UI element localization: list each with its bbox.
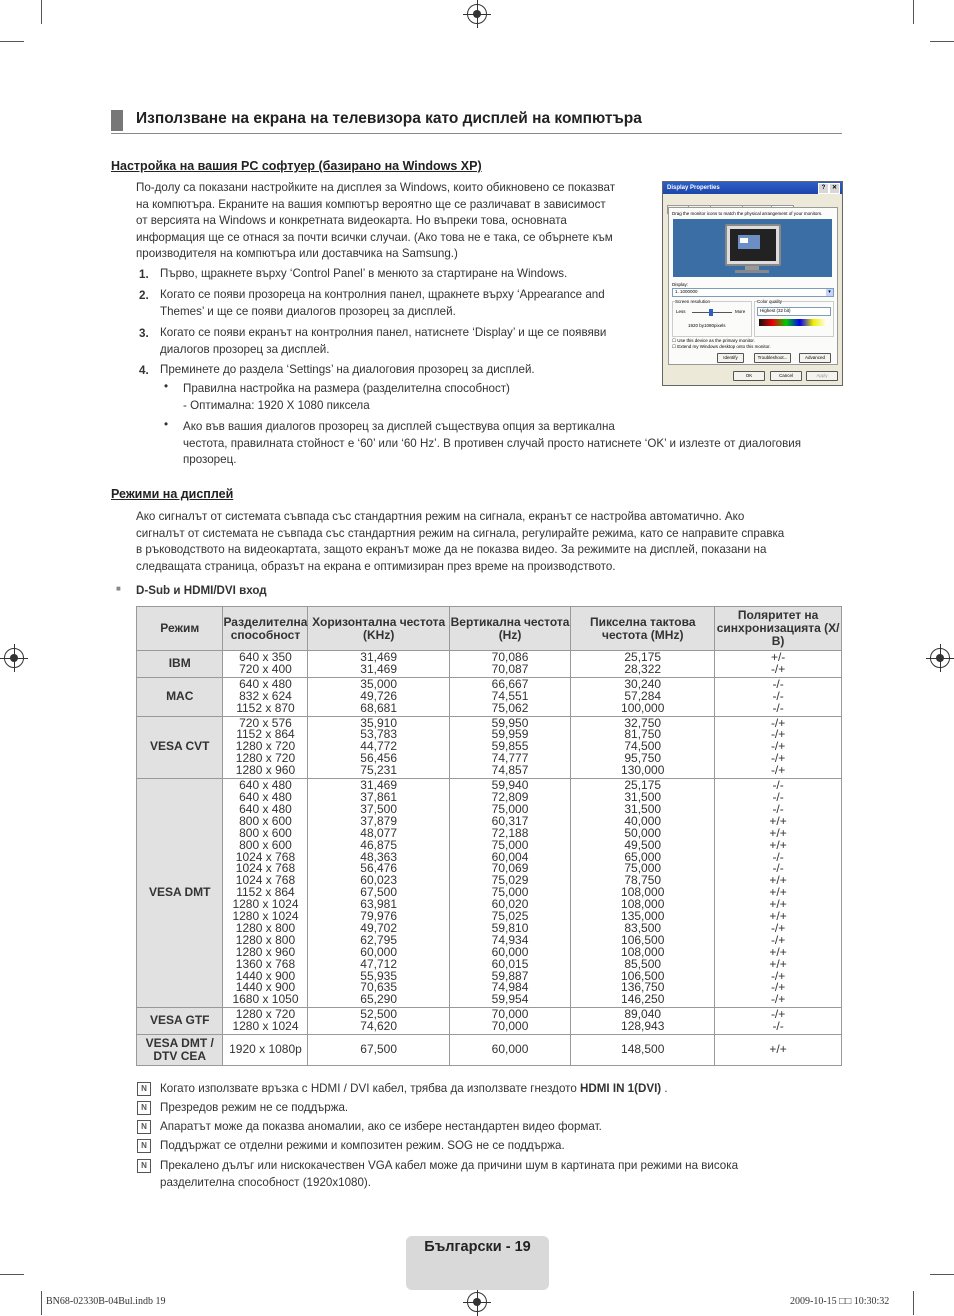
vertical-frequency-cell: [449, 716, 570, 779]
cell-value: 1440 x 900: [235, 980, 296, 995]
cell-value: 37,879: [360, 813, 397, 828]
troubleshoot-button[interactable]: Troubleshoot...: [754, 353, 791, 363]
cell-value: +/+: [769, 1042, 787, 1057]
cell-value: 75,231: [360, 763, 397, 778]
sync-polarity-cell: [715, 1008, 842, 1035]
cell-value: 75,000: [491, 885, 529, 900]
cell-value: 108,000: [621, 885, 665, 900]
bullet-text: Ако във вашия диалогов прозорец за дисплей съществува опция за вертикална честота, правилната стойност е ‘60’ или ‘60 Hz’. В противен случай просто натиснете ‘OK’ и излезте от диалоговия прозорец.: [183, 420, 802, 466]
cell-value: 60,000: [491, 1042, 529, 1057]
cell-value: 65,000: [624, 849, 662, 864]
cell-value: 1360 x 768: [235, 956, 296, 971]
cell-value: 1280 x 720: [235, 1007, 296, 1022]
page-number-tab: [406, 1236, 549, 1290]
intro-line: информация ще се отнася за почти всички случаи. (Ако това не е така, се обърнете към: [136, 230, 613, 244]
cell-value: -/+: [770, 763, 786, 778]
crop-mark: [930, 1274, 954, 1275]
cell-value: 81,750: [624, 727, 662, 742]
display-modes-table: [136, 606, 842, 1066]
cell-value: 136,750: [621, 980, 665, 995]
cell-value: -/-: [772, 861, 784, 876]
table-row: [137, 677, 842, 716]
cell-value: 85,500: [624, 956, 662, 971]
pixel-clock-cell: [571, 677, 715, 716]
dialog-titlebar: [663, 182, 842, 194]
cell-value: 640 x 480: [239, 801, 292, 816]
cell-value: 59,940: [491, 778, 529, 793]
display-properties-dialog: [662, 181, 843, 386]
horizontal-frequency-cell: [308, 716, 449, 779]
step-text: Когато се появи екранът на контролния панел, натиснете ‘Display’ и ще се появяви диалогов прозорец за дисплей.: [160, 326, 607, 356]
color-value: Highest (32 bit): [760, 308, 791, 313]
instruction-text: Drag the monitor icons to match the physical arrangement of your monitors.: [672, 211, 823, 216]
step-text: Когато се появи прозореца на контролния панел, щракнете върху ‘Appearance and Themes’ и ще се появи диалогов прозорец за дисплей.: [160, 288, 605, 318]
cell-value: 1280 x 800: [235, 932, 296, 947]
cell-value: 37,861: [360, 789, 397, 804]
intro-line: на компютъра. Екраните на вашия компютър вероятно ще се различават в зависимост: [136, 197, 606, 211]
mode-cell: VESA GTF: [137, 1008, 223, 1035]
cell-value: 83,500: [624, 920, 662, 935]
dialog-tabs: [667, 198, 793, 206]
cell-value: -/+: [770, 1007, 786, 1022]
cell-value: 28,322: [624, 661, 662, 676]
cell-value: 74,934: [491, 932, 529, 947]
display-modes-heading: Режими на дисплей: [111, 487, 234, 501]
cell-value: -/+: [770, 727, 786, 742]
cell-value: -/+: [770, 739, 786, 754]
cell-value: +/+: [769, 885, 787, 900]
monitor-area: [673, 219, 832, 277]
color-select[interactable]: [757, 307, 831, 316]
step-number: 3.: [139, 327, 149, 340]
bullet-marker: •: [164, 380, 169, 393]
note-icon: N: [137, 1082, 151, 1096]
cell-value: +/+: [769, 873, 787, 888]
registration-mark-icon: [930, 648, 950, 668]
dialog-title: Display Properties: [667, 185, 720, 191]
horizontal-frequency-cell: [308, 677, 449, 716]
cell-value: 49,726: [360, 688, 397, 703]
color-group: [754, 301, 834, 337]
step-number: 4.: [139, 364, 149, 377]
table-row: [137, 1035, 842, 1066]
resolution-cell: [223, 1035, 308, 1066]
cell-value: 68,681: [360, 700, 397, 715]
cell-value: 1280 x 720: [235, 751, 296, 766]
cell-value: 1280 x 960: [235, 763, 296, 778]
cell-value: 1024 x 768: [235, 849, 296, 864]
cell-value: 1280 x 1024: [232, 1019, 299, 1034]
cell-value: 720 x 400: [239, 661, 292, 676]
cell-value: 48,077: [360, 825, 397, 840]
cell-value: 35,910: [360, 715, 397, 730]
cell-value: 60,023: [360, 873, 397, 888]
resolution-cell: [223, 651, 308, 678]
pc-software-heading: Настройка на вашия PC софтуер (базирано на Windows XP): [111, 159, 482, 173]
cell-value: -/+: [770, 932, 786, 947]
cell-value: 31,469: [360, 661, 397, 676]
cell-value: 70,000: [491, 1019, 529, 1034]
cell-value: 57,284: [624, 688, 662, 703]
intro-line: сигналът от системата не съвпада със стандартния режим на сигнала, регулирайте режима, като се направите справка: [136, 526, 785, 540]
slider-handle[interactable]: [709, 309, 713, 316]
cell-value: 30,240: [624, 676, 662, 691]
cell-value: +/+: [769, 944, 787, 959]
pixel-clock-cell: [571, 1035, 715, 1066]
cell-value: 75,025: [491, 909, 529, 924]
resolution-cell: [223, 677, 308, 716]
cell-value: -/+: [770, 661, 786, 676]
mode-cell: VESA DMT / DTV CEA: [137, 1035, 223, 1066]
sync-polarity-cell: [715, 677, 842, 716]
resolution-cell: [223, 779, 308, 1008]
sync-polarity-cell: [715, 651, 842, 678]
intro-line: По-долу са показани настройките на дисплея за Windows, които обикновено се показват: [136, 181, 616, 194]
cell-value: 59,887: [491, 968, 529, 983]
cell-value: 89,040: [624, 1007, 662, 1022]
print-date: 2009-10-15 □□ 10:30:32: [790, 1296, 890, 1307]
cell-value: 60,000: [491, 944, 529, 959]
header-sync-polarity: Поляритет на синхронизацията (Х/В): [715, 607, 842, 651]
cell-value: 800 x 600: [239, 813, 292, 828]
cell-value: 60,004: [491, 849, 529, 864]
cell-value: 60,000: [360, 944, 397, 959]
cell-value: 1280 x 720: [235, 739, 296, 754]
note-text: Прекалено дълъг или нискокачествен VGA кабел може да причини шум в картината при режими на висока разделителна способност (1920x1080).: [160, 1159, 739, 1189]
chevron-down-icon[interactable]: ▾: [826, 289, 833, 296]
display-value: 1. 1000000: [675, 289, 698, 294]
input-label: D-Sub и HDMI/DVI вход: [136, 584, 267, 597]
cell-value: 72,188: [491, 825, 529, 840]
cell-value: 1280 x 1024: [232, 909, 299, 924]
registration-mark-icon: [467, 4, 487, 24]
cell-value: 74,984: [491, 980, 529, 995]
cell-value: 640 x 350: [239, 650, 292, 664]
horizontal-frequency-cell: [308, 779, 449, 1008]
cell-value: +/+: [769, 825, 787, 840]
cell-value: 59,959: [491, 727, 529, 742]
note-text: Апаратът може да показва аномалии, ако се избере нестандартен видео формат.: [160, 1120, 602, 1133]
resolution-cell: [223, 1008, 308, 1035]
cell-value: 1280 x 1024: [232, 897, 299, 912]
cell-value: 108,000: [621, 897, 665, 912]
cell-value: -/+: [770, 920, 786, 935]
cell-value: 75,000: [624, 861, 662, 876]
cell-value: 67,500: [360, 1042, 397, 1057]
step-number: 1.: [139, 268, 149, 281]
cell-value: 75,062: [491, 700, 529, 715]
cell-value: 74,551: [491, 688, 529, 703]
help-icon[interactable]: ?: [818, 183, 829, 194]
vertical-frequency-cell: [449, 779, 570, 1008]
cell-value: 49,702: [360, 920, 397, 935]
mode-cell: MAC: [137, 677, 223, 716]
cell-value: 146,250: [621, 992, 665, 1007]
cell-value: 60,015: [491, 956, 529, 971]
mode-cell: VESA DMT: [137, 779, 223, 1008]
cell-value: 108,000: [621, 944, 665, 959]
cell-value: -/-: [772, 849, 784, 864]
identify-button[interactable]: Identify: [717, 353, 744, 363]
color-label: Color quality: [757, 299, 783, 304]
cell-value: 78,750: [624, 873, 662, 888]
more-label: More: [735, 309, 746, 314]
header-resolution: Разделителна способност: [223, 607, 308, 651]
step-text: Преминете до раздела ‘Settings’ на диалоговия прозорец за дисплей.: [160, 363, 535, 376]
sync-polarity-cell: [715, 1035, 842, 1066]
vertical-frequency-cell: [449, 677, 570, 716]
note-icon: N: [137, 1120, 151, 1134]
header-vertical-frequency: Вертикална честота (Hz): [449, 607, 570, 651]
cell-value: 640 x 480: [239, 778, 292, 793]
cell-value: 72,809: [491, 789, 529, 804]
cell-value: 70,635: [360, 980, 397, 995]
cell-value: 106,500: [621, 968, 665, 983]
vertical-frequency-cell: [449, 1035, 570, 1066]
cell-value: 66,667: [491, 676, 529, 691]
crop-mark: [41, 1291, 42, 1315]
cell-value: 640 x 480: [239, 789, 292, 804]
header-pixel-clock: Пикселна тактова честота (MHz): [571, 607, 715, 651]
cell-value: 640 x 480: [239, 676, 292, 691]
cell-value: -/-: [772, 688, 784, 703]
cell-value: 1440 x 900: [235, 968, 296, 983]
cell-value: 65,290: [360, 992, 397, 1007]
horizontal-frequency-cell: [308, 651, 449, 678]
cancel-button[interactable]: Cancel: [770, 371, 802, 381]
monitor-icon[interactable]: [725, 224, 781, 266]
intro-line: производителя на компютъра или доставчика на Samsung.): [136, 247, 458, 260]
cell-value: +/+: [769, 909, 787, 924]
cell-value: 135,000: [621, 909, 665, 924]
cell-value: 70,069: [491, 861, 529, 876]
cell-value: 56,456: [360, 751, 397, 766]
color-bar: [759, 319, 827, 326]
cell-value: 1152 x 864: [236, 885, 295, 900]
title-marker: [111, 110, 123, 131]
cell-value: 50,000: [624, 825, 662, 840]
cell-value: 74,620: [360, 1019, 397, 1034]
cell-value: 60,317: [491, 813, 529, 828]
cell-value: 49,500: [624, 837, 662, 852]
resolution-cell: [223, 716, 308, 779]
cell-value: 1920 x 1080p: [229, 1042, 302, 1057]
table-header-row: [137, 607, 842, 651]
bullet-text: Правилна настройка на размера (разделителна способност) - Оптимална: 1920 X 1080 пиксела: [183, 382, 510, 412]
cell-value: 148,500: [621, 1042, 665, 1057]
cell-value: 32,750: [624, 715, 662, 730]
cell-value: -/+: [770, 751, 786, 766]
cell-value: -/+: [770, 968, 786, 983]
note-icon: N: [137, 1159, 151, 1173]
cell-value: 832 x 624: [239, 688, 292, 703]
cell-value: 40,000: [624, 813, 662, 828]
pc-software-intro: [136, 180, 656, 263]
cell-value: 62,795: [360, 932, 397, 947]
cell-value: +/+: [769, 837, 787, 852]
cell-value: 1152 x 864: [236, 727, 295, 742]
vertical-frequency-cell: [449, 651, 570, 678]
cell-value: 74,857: [491, 763, 529, 778]
note-icon: N: [137, 1101, 151, 1115]
cell-value: 25,175: [624, 650, 662, 664]
crop-mark: [0, 1274, 24, 1275]
settings-panel: [668, 207, 838, 365]
crop-mark: [913, 0, 914, 24]
crop-mark: [930, 41, 954, 42]
cell-value: 100,000: [621, 700, 665, 715]
pixel-clock-cell: [571, 1008, 715, 1035]
cell-value: 75,000: [491, 801, 529, 816]
cell-value: 1280 x 960: [235, 944, 296, 959]
cell-value: 31,500: [624, 801, 662, 816]
apply-button[interactable]: Apply: [806, 371, 838, 381]
cell-value: 25,175: [624, 778, 662, 793]
cell-value: 95,750: [624, 751, 662, 766]
registration-mark-icon: [4, 648, 24, 668]
display-select[interactable]: [672, 288, 834, 297]
table-row: [137, 779, 842, 1008]
cell-value: 31,500: [624, 789, 662, 804]
cell-value: -/+: [770, 715, 786, 730]
cell-value: 720 x 576: [239, 715, 292, 730]
cell-value: 128,943: [621, 1019, 665, 1034]
cell-value: 1024 x 768: [235, 861, 296, 876]
cell-value: 47,712: [360, 956, 397, 971]
cell-value: 75,000: [491, 837, 529, 852]
note-text: Когато използвате връзка с HDMI / DVI кабел, трябва да използвате гнездото HDMI IN 1(DVI) .: [160, 1082, 668, 1095]
horizontal-frequency-cell: [308, 1035, 449, 1066]
cell-value: 63,981: [360, 897, 397, 912]
cell-value: +/+: [769, 897, 787, 912]
cell-value: 1152 x 870: [236, 700, 295, 715]
less-label: Less: [676, 309, 686, 314]
cell-value: 67,500: [360, 885, 397, 900]
square-bullet-icon: ■: [116, 584, 121, 593]
vertical-frequency-cell: [449, 1008, 570, 1035]
intro-line: от версията на Windows и конкретната видеокарта. Но въпреки това, основната: [136, 214, 567, 227]
sync-polarity-cell: [715, 779, 842, 1008]
cell-value: 60,020: [491, 897, 529, 912]
cell-value: -/+: [770, 992, 786, 1007]
cell-value: 59,855: [491, 739, 529, 754]
header-horizontal-frequency: Хоризонтална честота (KHz): [308, 607, 449, 651]
cell-value: 31,469: [360, 778, 397, 793]
crop-mark: [0, 41, 24, 42]
crop-mark: [41, 0, 42, 24]
cell-value: 106,500: [621, 932, 665, 947]
note-icon: N: [137, 1139, 151, 1153]
cell-value: 70,086: [491, 650, 529, 664]
pixel-clock-cell: [571, 779, 715, 1008]
cell-value: -/-: [772, 778, 784, 793]
cell-value: 59,954: [491, 992, 529, 1007]
cell-value: 1024 x 768: [235, 873, 296, 888]
display-label: Display:: [672, 282, 689, 287]
crop-mark: [913, 1291, 914, 1315]
cell-value: -/-: [772, 789, 784, 804]
primary-checkbox[interactable]: ☐ Use this device as the primary monitor.: [672, 338, 755, 343]
cell-value: 1280 x 800: [235, 920, 296, 935]
extend-checkbox[interactable]: ☐ Extend my Windows desktop onto this monitor.: [672, 344, 771, 349]
cell-value: -/-: [772, 1019, 784, 1034]
table-row: [137, 716, 842, 779]
resolution-label: Screen resolution: [675, 299, 711, 304]
file-name: BN68-02330B-04Bul.indb 19: [46, 1296, 166, 1307]
cell-value: 70,087: [491, 661, 529, 676]
intro-line: следващата страница, образът на екрана е оптимизиран през време на производството.: [136, 559, 616, 573]
cell-value: +/+: [769, 813, 787, 828]
note-text: Презредов режим не се поддържа.: [160, 1101, 349, 1114]
registration-mark-icon: [467, 1292, 487, 1312]
section-title: Използване на екрана на телевизора като дисплей на компютъра: [136, 110, 642, 127]
cell-value: -/+: [770, 980, 786, 995]
cell-value: 1680 x 1050: [232, 992, 299, 1007]
cell-value: 35,000: [360, 676, 397, 691]
cell-value: 52,500: [360, 1007, 397, 1022]
bullet-marker: •: [164, 418, 169, 431]
ok-button[interactable]: OK: [733, 371, 765, 381]
step-number: 2.: [139, 289, 149, 302]
cell-value: 79,976: [360, 909, 397, 924]
cell-value: 800 x 600: [239, 825, 292, 840]
cell-value: -/-: [772, 801, 784, 816]
cell-value: 130,000: [621, 763, 665, 778]
resolution-group: [672, 301, 752, 337]
step-text: Първо, щракнете върху ‘Control Panel’ в менюто за стартиране на Windows.: [160, 267, 568, 280]
advanced-button[interactable]: Advanced: [799, 353, 831, 363]
mode-cell: IBM: [137, 651, 223, 678]
pixel-clock-cell: [571, 651, 715, 678]
display-modes-intro: [136, 509, 842, 575]
mode-cell: VESA CVT: [137, 716, 223, 779]
cell-value: 74,777: [491, 751, 529, 766]
section-title-bar: [111, 109, 842, 134]
table-row: [137, 651, 842, 678]
intro-line: в ръководството на видеокартата, защото екранът може да не показва видео. За режимите на дисплей, показани на: [136, 543, 767, 556]
cell-value: 37,500: [360, 801, 397, 816]
cell-value: 70,000: [491, 1007, 529, 1022]
cell-value: 48,363: [360, 849, 397, 864]
pixel-clock-cell: [571, 716, 715, 779]
cell-value: 75,029: [491, 873, 529, 888]
close-icon[interactable]: ✕: [829, 183, 840, 194]
cell-value: 59,810: [491, 920, 529, 935]
table-row: [137, 1008, 842, 1035]
cell-value: +/-: [770, 650, 786, 664]
cell-value: 56,476: [360, 861, 397, 876]
cell-value: 44,772: [360, 739, 397, 754]
resolution-value: 1920 by1080pixels: [688, 323, 726, 328]
cell-value: 46,875: [360, 837, 397, 852]
note-text: Поддържат се отделни режими и композитен режим. SOG не се поддържа.: [160, 1139, 565, 1152]
cell-value: 55,935: [360, 968, 397, 983]
horizontal-frequency-cell: [308, 1008, 449, 1035]
cell-value: 74,500: [624, 739, 662, 754]
cell-value: -/-: [772, 700, 784, 715]
cell-value: 53,783: [360, 727, 397, 742]
cell-value: 31,469: [360, 650, 397, 664]
header-mode: Режим: [137, 607, 223, 651]
page-label: Български - 19: [424, 1239, 531, 1255]
cell-value: 59,950: [491, 715, 529, 730]
cell-value: -/-: [772, 676, 784, 691]
intro-line: Ако сигналът от системата съвпада със стандартния режим на сигнала, екранът се настройва автоматично. Ако: [136, 510, 745, 523]
cell-value: 800 x 600: [239, 837, 292, 852]
cell-value: +/+: [769, 956, 787, 971]
sync-polarity-cell: [715, 716, 842, 779]
